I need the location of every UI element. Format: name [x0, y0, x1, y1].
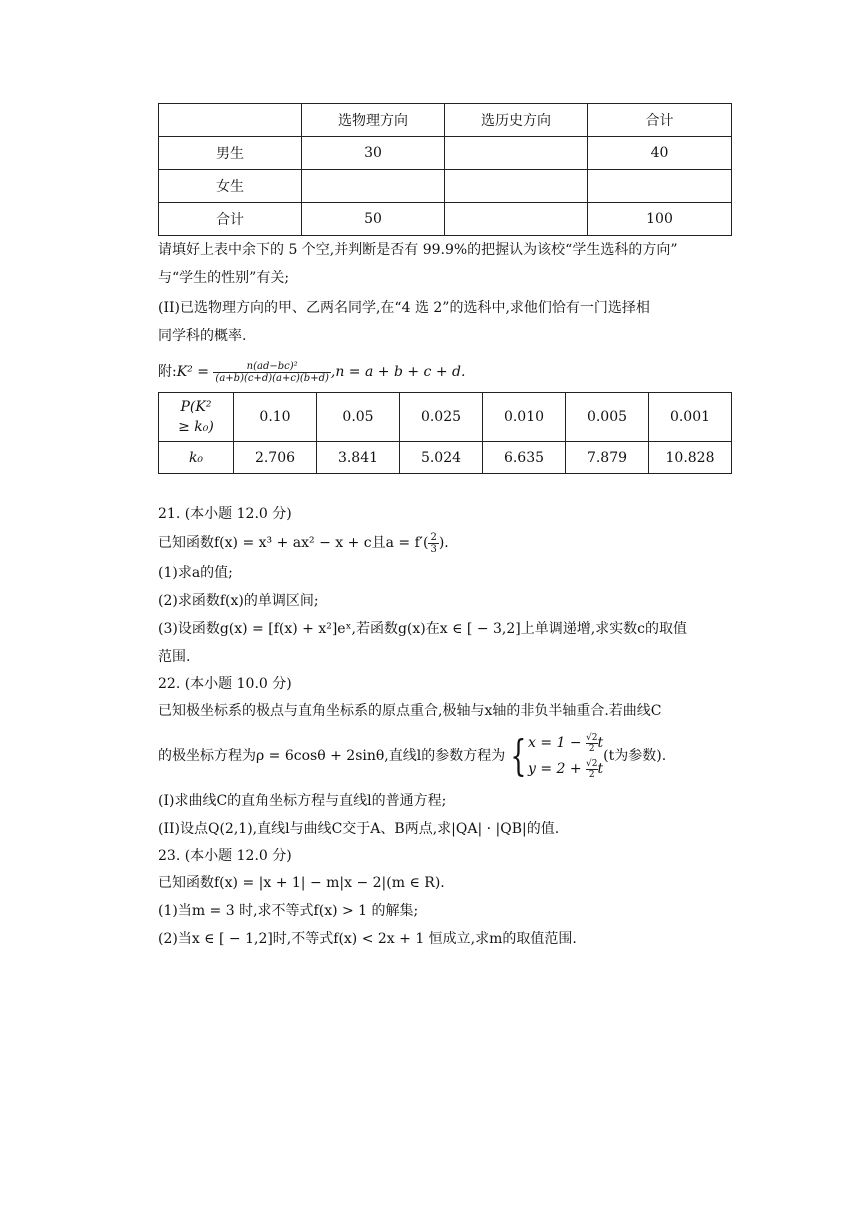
exam-page	[158, 103, 732, 956]
appendix-formula	[158, 358, 732, 386]
eq-y	[528, 756, 603, 782]
table-cell: 合计	[159, 203, 302, 236]
appendix-prefix: 附:	[158, 364, 177, 380]
stem-text: 的极坐标方程为ρ = 6cosθ + 2sinθ,直线l的参数方程为	[158, 748, 506, 764]
table-cell: 2.706	[234, 442, 317, 474]
table-cell	[302, 170, 445, 203]
table-header-cell: 选物理方向	[302, 104, 445, 137]
stem-end: (t为参数).	[603, 748, 667, 764]
question-header: 22. (本小题 10.0 分)	[158, 676, 292, 692]
table-header-cell: 合计	[588, 104, 732, 137]
question-part: (2)当x ∈ [ − 1,2]时,不等式f(x) < 2x + 1 恒成立,求m的取值范围.	[158, 931, 577, 947]
table-cell: 0.005	[566, 393, 649, 442]
question-part: 范围.	[158, 649, 191, 665]
table-cell: 30	[302, 137, 445, 170]
question-stem: 已知函数f(x) = |x + 1| − m|x − 2|(m ∈ R).	[158, 875, 445, 891]
table-cell	[445, 170, 588, 203]
table-cell: 0.010	[483, 393, 566, 442]
part2-line: 同学科的概率.	[158, 328, 247, 344]
k2-fraction	[213, 361, 330, 384]
frac-denominator: 2	[588, 769, 595, 780]
contingency-table	[158, 103, 732, 236]
instruction-line: 与“学生的性别”有关;	[158, 270, 290, 286]
table-cell: 0.05	[317, 393, 400, 442]
table-cell: 5.024	[400, 442, 483, 474]
table-row	[159, 104, 732, 137]
stem-end: ).	[438, 535, 449, 551]
table-row-label: k₀	[159, 442, 234, 474]
parametric-system	[528, 730, 603, 782]
fraction	[586, 733, 597, 754]
eq-x	[528, 730, 603, 756]
table-cell	[588, 170, 732, 203]
table-cell: 3.841	[317, 442, 400, 474]
question-22	[158, 674, 732, 840]
table-cell	[445, 203, 588, 236]
table-cell: 6.635	[483, 442, 566, 474]
table-header-cell: 选历史方向	[445, 104, 588, 137]
eq-text: y = 2 +	[527, 761, 587, 777]
question-part: (2)求函数f(x)的单调区间;	[158, 593, 319, 609]
table-row	[159, 203, 732, 236]
table-cell: 0.001	[649, 393, 732, 442]
stem-text: 已知函数f(x) = x³ + ax² − x + c且a = f′(	[158, 535, 429, 551]
frac-denominator: 3	[430, 543, 437, 555]
table-cell	[159, 104, 302, 137]
table-cell: 7.879	[566, 442, 649, 474]
k2-numerator: n(ad−bc)²	[213, 361, 330, 373]
question-part: (I)求曲线C的直角坐标方程与直线l的普通方程;	[158, 793, 447, 809]
critical-value-table	[158, 392, 732, 474]
question-part: (II)设点Q(2,1),直线l与曲线C交于A、B两点,求|QA| · |QB|的值.	[158, 821, 560, 837]
table-row	[159, 137, 732, 170]
frac-denominator: 2	[588, 743, 595, 754]
question-stem: 已知极坐标系的极点与直角坐标系的原点重合,极轴与x轴的非负半轴重合.若曲线C	[158, 703, 662, 719]
k2-denominator: (a+b)(c+d)(a+c)(b+d)	[215, 372, 329, 384]
table-cell	[445, 137, 588, 170]
table-row	[159, 170, 732, 203]
frac-numerator: √2	[586, 732, 598, 743]
k2-lhs: K² =	[176, 364, 214, 380]
k2-tail: ,n = a + b + c + d.	[330, 364, 466, 380]
question-part: (3)设函数g(x) = [f(x) + x²]eˣ,若函数g(x)在x ∈ [ − 3,2]上单调递增,求实数c的取值	[158, 621, 688, 637]
table-cell: 50	[302, 203, 445, 236]
label-line: ≥ k₀)	[178, 419, 214, 435]
part2-line: (II)已选物理方向的甲、乙两名同学,在“4 选 2”的选科中,求他们恰有一门选择相	[158, 300, 650, 316]
fraction	[428, 532, 438, 555]
frac-numerator: 2	[430, 531, 437, 543]
instruction-line: 请填好上表中余下的 5 个空,并判断是否有 99.9%的把握认为该校“学生选科的方向”	[158, 242, 678, 258]
question-stem	[158, 530, 732, 556]
question-23	[158, 846, 732, 950]
table-cell: 女生	[159, 170, 302, 203]
question-header: 23. (本小题 12.0 分)	[158, 848, 292, 864]
label-line: P(K²	[180, 399, 212, 415]
table-cell: 100	[588, 203, 732, 236]
table-cell: 10.828	[649, 442, 732, 474]
fraction	[586, 759, 597, 780]
eq-t: t	[597, 761, 604, 777]
eq-t: t	[597, 735, 604, 751]
table-cell: 0.025	[400, 393, 483, 442]
question-stem	[158, 728, 732, 784]
question-part: (1)当m = 3 时,求不等式f(x) > 1 的解集;	[158, 903, 419, 919]
eq-text: x = 1 −	[527, 735, 587, 751]
table-cell: 0.10	[234, 393, 317, 442]
question-header: 21. (本小题 12.0 分)	[158, 506, 292, 522]
table-row-label	[159, 393, 234, 442]
question-part: (1)求a的值;	[158, 565, 233, 581]
frac-numerator: √2	[586, 758, 598, 769]
table-row	[159, 393, 732, 442]
table-cell: 40	[588, 137, 732, 170]
table-cell: 男生	[159, 137, 302, 170]
question-21	[158, 504, 732, 668]
table-row	[159, 442, 732, 474]
brace-icon: {	[510, 731, 527, 780]
